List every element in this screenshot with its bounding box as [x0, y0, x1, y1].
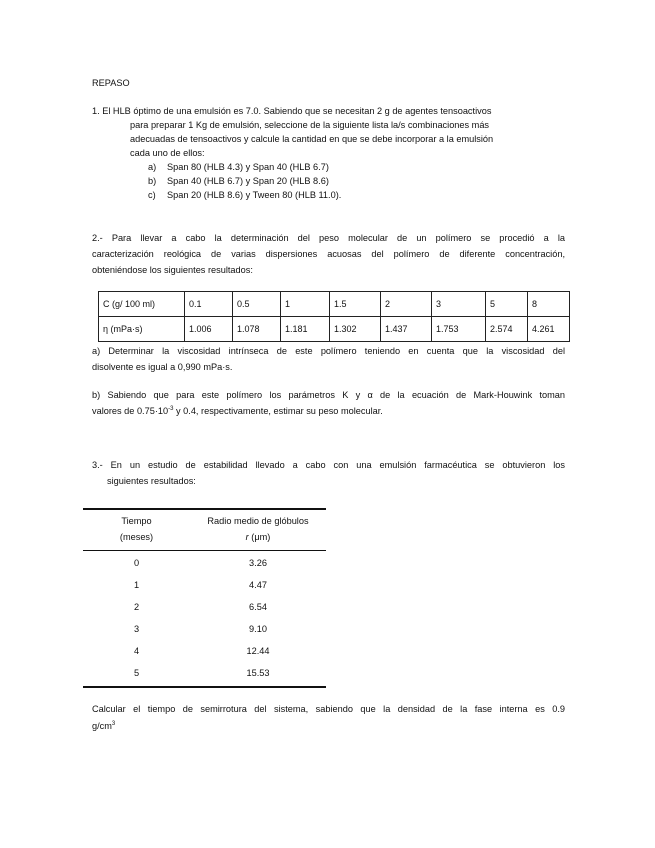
q2-part-b-line-1: b) Sabiendo que para este polímero los parámetros K y α de la ecuación de Mark-Houwink toman — [92, 390, 565, 400]
q2-line-2: caracterización reológica de varias dispersiones acuosas del polímero de diferente concentración, — [92, 249, 565, 259]
table-cell: 8 — [528, 292, 570, 317]
table-row — [83, 554, 326, 576]
header-time: Tiempo — [121, 516, 152, 526]
table-cell: 1.437 — [381, 317, 432, 342]
viscosity-table — [98, 291, 570, 342]
table-cell: 1.753 — [432, 317, 486, 342]
header-time-unit: (meses) — [119, 532, 154, 542]
page-title: REPASO — [92, 78, 130, 88]
time-cell: 0 — [133, 558, 140, 568]
table-cell: 2 — [381, 292, 432, 317]
table-row — [83, 598, 326, 620]
q2-part-b-post: y 0.4, respectivamente, estimar su peso molecular. — [173, 406, 383, 416]
q2-line-3: obteniéndose los siguientes resultados: — [92, 265, 253, 275]
table-cell: 1.006 — [185, 317, 233, 342]
time-cell: 1 — [133, 580, 140, 590]
q1-line-4: cada uno de ellos: — [130, 148, 205, 158]
q2-line-1: 2.- Para llevar a cabo la determinación del peso molecular de un polímero se procedió a la — [92, 233, 565, 243]
table-cell: 1.302 — [330, 317, 381, 342]
table-cell: C (g/ 100 ml) — [99, 292, 185, 317]
stability-table — [83, 508, 326, 688]
q1-line-3: adecuadas de tensoactivos y calcule la cantidad en que se debe incorporar a la emulsión — [130, 134, 494, 144]
density-exponent: 3 — [111, 720, 116, 727]
header-radius: Radio medio de glóbulos — [207, 516, 309, 526]
table-cell: η (mPa·s) — [99, 317, 185, 342]
q3-final-line-2 — [92, 721, 115, 731]
q2-part-b-pre: valores de 0.75·10 — [92, 406, 169, 416]
header-radius-unit — [190, 532, 326, 542]
table-bottom-rule — [83, 686, 326, 688]
q1-option-a-text: Span 80 (HLB 4.3) y Span 40 (HLB 6.7) — [167, 162, 329, 172]
q3-line-1: 3.- En un estudio de estabilidad llevado a cabo con una emulsión farmacéutica se obtuvieron los — [92, 460, 565, 470]
table-row — [83, 576, 326, 598]
radius-cell: 9.10 — [249, 624, 267, 634]
q2-part-b-line-2 — [92, 406, 383, 416]
q3-final-line-1: Calcular el tiempo de semirrotura del sistema, sabiendo que la densidad de la fase interna es 0.9 — [92, 704, 565, 714]
table-row — [83, 642, 326, 664]
radius-symbol: r — [245, 532, 249, 542]
table-cell: 2.574 — [486, 317, 528, 342]
time-cell: 5 — [133, 668, 140, 678]
table-cell: 0.5 — [233, 292, 281, 317]
q1-line-1: 1. El HLB óptimo de una emulsión es 7.0. Sabiendo que se necesitan 2 g de agentes tensoactivos — [92, 106, 492, 116]
table-cell: 1.5 — [330, 292, 381, 317]
table-cell: 3 — [432, 292, 486, 317]
table-header — [83, 510, 326, 550]
q1-line-2: para preparar 1 Kg de emulsión, seleccione de la siguiente lista la/s combinaciones más — [130, 120, 490, 130]
radius-cell: 6.54 — [249, 602, 267, 612]
table-cell: 1 — [281, 292, 330, 317]
q2-part-a-line-1: a) Determinar la viscosidad intrínseca de este polímero teniendo en cuenta que la viscosidad del — [92, 346, 565, 356]
q1-option-c-label: c) — [148, 190, 156, 200]
table-cell: 4.261 — [528, 317, 570, 342]
table-row — [83, 664, 326, 686]
table-cell: 5 — [486, 292, 528, 317]
q2-part-b-exponent: -3 — [168, 405, 174, 412]
table-row — [83, 620, 326, 642]
radius-unit: (μm) — [248, 532, 271, 542]
table-cell: 0.1 — [185, 292, 233, 317]
time-cell: 2 — [133, 602, 140, 612]
radius-cell: 15.53 — [246, 668, 270, 678]
q2-part-a-line-2: disolvente es igual a 0,990 mPa·s. — [92, 362, 233, 372]
time-cell: 4 — [133, 646, 140, 656]
radius-cell: 3.26 — [249, 558, 267, 568]
table-row — [99, 317, 570, 342]
q1-option-a-label: a) — [148, 162, 157, 172]
density-unit: g/cm — [92, 721, 112, 731]
q1-option-b-label: b) — [148, 176, 157, 186]
radius-cell: 12.44 — [246, 646, 270, 656]
q1-option-b-text: Span 40 (HLB 6.7) y Span 20 (HLB 8.6) — [167, 176, 329, 186]
radius-cell: 4.47 — [249, 580, 267, 590]
q3-line-2: siguientes resultados: — [107, 476, 196, 486]
table-cell: 1.078 — [233, 317, 281, 342]
table-cell: 1.181 — [281, 317, 330, 342]
q1-option-c-text: Span 20 (HLB 8.6) y Tween 80 (HLB 11.0). — [167, 190, 342, 200]
table-row — [99, 292, 570, 317]
time-cell: 3 — [133, 624, 140, 634]
